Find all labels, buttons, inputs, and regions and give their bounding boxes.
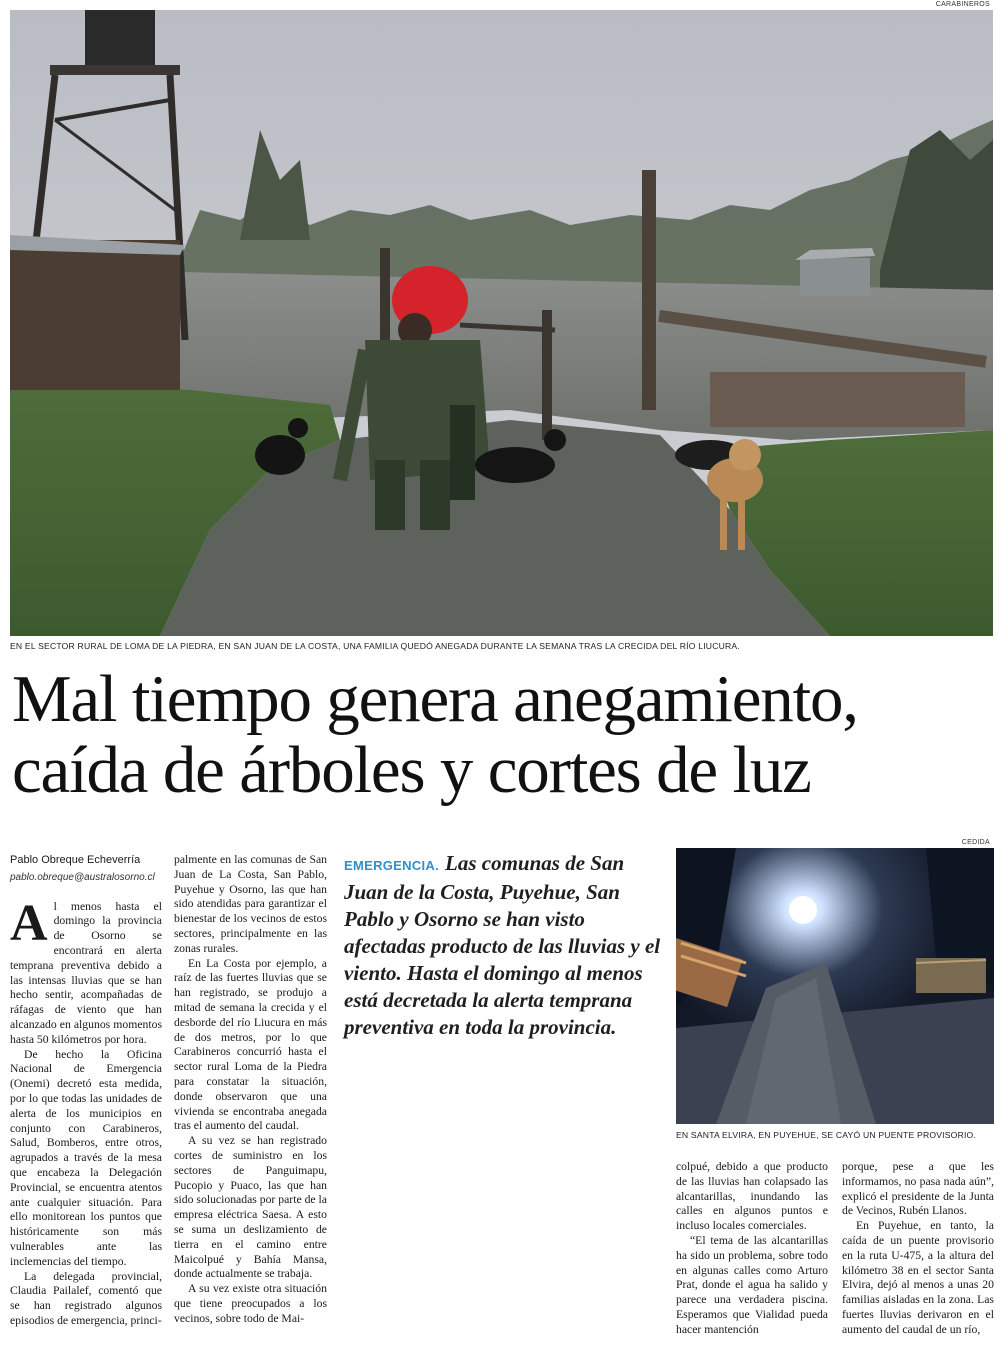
paragraph: A su vez se han registrado cortes de suministro en los sectores de Panguimapu, Pucopio y Puaco, las que han sido solucionadas por parte de la empresa eléctrica Saesa. A esto se suma un deslizamiento de tierra en el camino entre Maicolpué y Bahía Mansa, donde actualmente se trabaja. <box>174 1134 327 1281</box>
headline-line-2: caída de árboles y cortes de luz <box>12 733 811 807</box>
paragraph: porque, pese a que les informamos, no pasa nada aún”, explicó el presidente de la Junta de Vecinos, Rubén Llanos. <box>842 1160 994 1218</box>
paragraph: De hecho la Oficina Nacional de Emergencia (Onemi) decretó esta medida, por lo que todas las unidades de alerta de los municipios en conjunto con Carabineros, Salud, Bomberos, entre otros, agrupados a través de la mesa que encabeza la Delegación Provincial, se encuentra atentos ante cualquier situación. Para ello monitorean los puntos que históricamente son más vulnerables ante las inclemencias del tiempo. <box>10 1047 162 1268</box>
photo-credit-top: CARABINEROS <box>935 1 990 8</box>
paragraph: Al menos hasta el domingo la provincia de Osorno se encontrará en alerta temprana preventiva debido a las intensas lluvias que se han hecho sentir, acompañadas de ráfagas de viento que han alcanzado en algunos momentos hasta 50 kilómetros por hora. <box>10 894 162 1046</box>
flood-photo <box>10 10 993 636</box>
byline-email: pablo.obreque@australosorno.cl <box>10 871 155 883</box>
article-column-3 <box>676 1160 828 1338</box>
article-column-2 <box>174 853 327 1327</box>
headline <box>12 664 997 806</box>
paragraph: La delegada provincial, Claudia Pailalef, comentó que se han registrado algunos episodios de emergencia, princi- <box>10 1269 162 1327</box>
paragraph: “El tema de las alcantarillas ha sido un problema, sobre todo en algunas calles como Arturo Prat, donde el agua ha salido y parece una verdadera piscina. Esperamos que Vialidad pueda hacer mantención <box>676 1233 828 1336</box>
paragraph: palmente en las comunas de San Juan de La Costa, San Pablo, Puyehue y Osorno, las que han sido atendidas para garantizar el bienestar de los vecinos de estos sectores, principalmente en las zonas rurales. <box>174 853 327 955</box>
bridge-scene-image <box>676 848 994 1124</box>
photo-credit-bridge: CEDIDA <box>961 839 990 846</box>
article-column-4 <box>842 1160 994 1338</box>
article-column-1 <box>10 853 162 1329</box>
paragraph: En Puyehue, en tanto, la caída de un puente provisorio en la ruta U-475, a la altura del kilómetro 38 en el sector Santa Elvira, dejó al menos a unas 20 familias aisladas en la zona. Las fuertes lluvias derivaron en el aumento del caudal de un río, <box>842 1219 994 1336</box>
flood-scene-image <box>10 10 993 636</box>
byline-author: Pablo Obreque Echeverría <box>10 854 141 866</box>
lead-deck <box>344 850 662 1041</box>
paragraph: A su vez existe otra situación que tiene preocupados a los vecinos, sobre todo de Mai- <box>174 1282 327 1325</box>
headline-line-1: Mal tiempo genera anegamiento, <box>12 662 858 736</box>
top-photo-caption: EN EL SECTOR RURAL DE LOMA DE LA PIEDRA, EN SAN JUAN DE LA COSTA, UNA FAMILIA QUEDÓ ANEGADA DURANTE LA SEMANA TRAS LA CRECIDA DEL RÍO LIUCURA. <box>10 641 740 651</box>
bridge-photo-caption: EN SANTA ELVIRA, EN PUYEHUE, SE CAYÓ UN PUENTE PROVISORIO. <box>676 1130 977 1140</box>
kicker-label: EMERGENCIA. <box>344 858 440 873</box>
lead-text: Las comunas de San Juan de la Costa, Puyehue, San Pablo y Osorno se han visto afectadas producto de las lluvias y el viento. Hasta el domingo al menos está decretada la alerta temprana preventiva en toda la provincia. <box>344 851 661 1039</box>
bridge-photo <box>676 848 994 1124</box>
paragraph: colpué, debido a que producto de las lluvias han colapsado las alcantarillas, inundando las calles en algunos puntos e incluso locales comerciales. <box>676 1160 828 1233</box>
dropcap: A <box>10 894 48 952</box>
paragraph: En La Costa por ejemplo, a raíz de las fuertes lluvias que se han registrado, se produjo a mitad de semana la crecida y el desborde del río Liucura en más de dos metros, por lo que Carabineros concurrió hasta el sector rural Loma de la Piedra para constatar la situación, donde observaron que una vivienda se encontraba anegada tras el aumento del caudal. <box>174 956 327 1133</box>
